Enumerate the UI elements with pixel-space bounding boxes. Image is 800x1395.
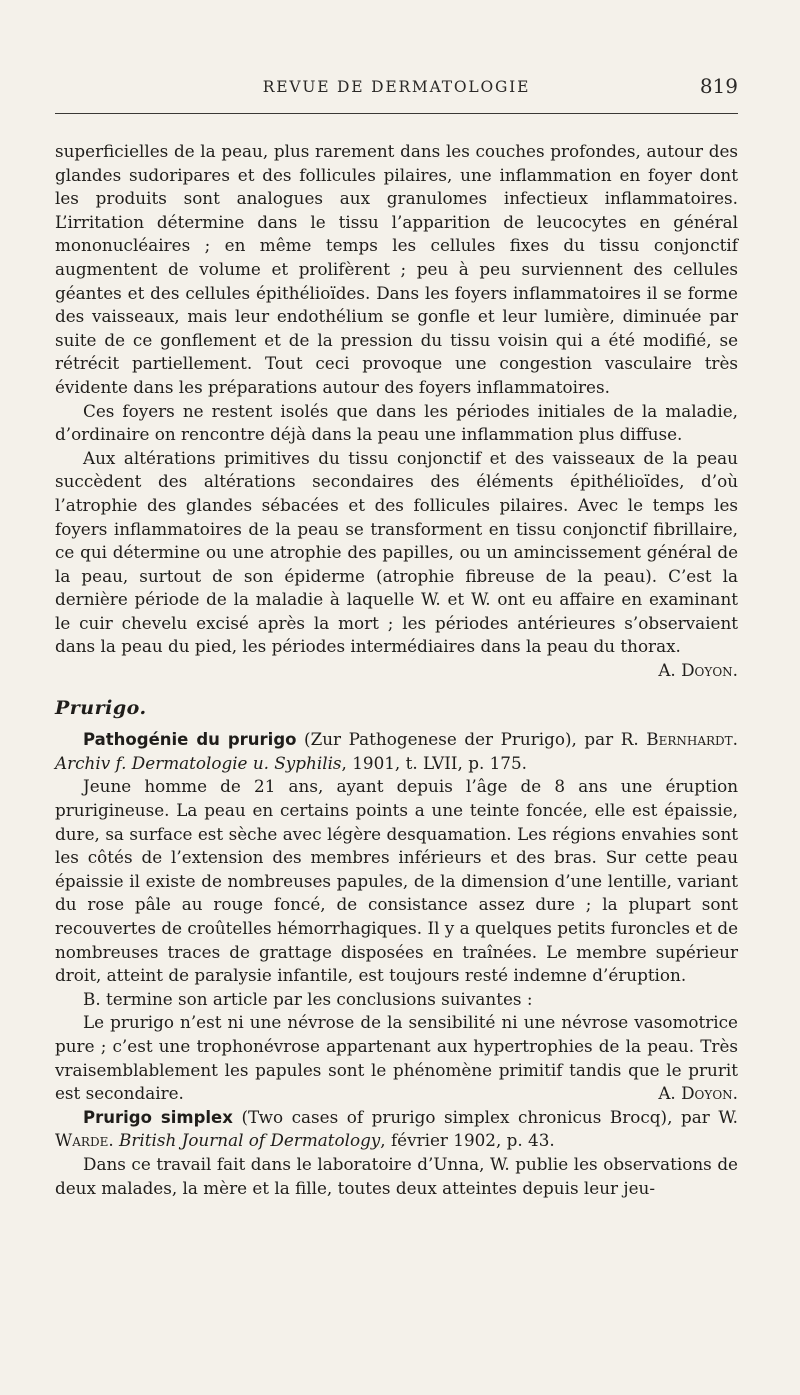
- paragraph-text: Aux altérations primitives du tissu conjonctif et des vaisseaux de la peau succèdent des altérations secondaires des éléments épithélioïdes, d’où l’atrophie des glandes sébacées et des follicules pilaires. Avec le temps les foyers inflammatoires de la peau se transforment en tissu conjonctif fibrillaire, ce qui détermine ou une atrophie des papilles, ou un amincissement général de la peau, surtout de son épiderme (atrophie fibreuse de la peau). C’est la dernière période de la maladie à laquelle W. et W. ont eu affaire en examinant le cuir chevelu excisé après la mort ; les périodes antérieures s’observaient dans la peau du pied, les périodes intermédiaires dans la peau du thorax.: [55, 447, 738, 657]
- paragraph: Ces foyers ne restent isolés que dans les périodes initiales de la maladie, d’ordinaire on rencontre déjà dans la peau une inflammation plus diffuse.: [55, 400, 738, 445]
- article-title-line: [55, 1106, 738, 1153]
- page-header: [55, 74, 738, 104]
- paragraph-with-signature: [55, 1011, 738, 1105]
- paragraph-text: Le prurigo n’est ni une névrose de la sensibilité ni une névrose vasomotrice pure ; c’est une trophonévrose appartenant aux hypertrophies de la peau. Très vraisemblablement les papules sont le phénomène primitif tandis que le prurit est secondaire.: [55, 1012, 738, 1104]
- article-title-line: [55, 728, 738, 775]
- article-title: Prurigo simplex: [83, 1107, 233, 1127]
- journal-prefix: .: [732, 729, 739, 750]
- journal-name: British Journal of Dermatology: [119, 1130, 381, 1151]
- article-author: Bernhardt: [646, 729, 733, 750]
- article-title: Pathogénie du prurigo: [83, 730, 297, 750]
- signature: A. Doyon.: [658, 660, 738, 681]
- page-number: 819: [699, 74, 738, 98]
- section-heading: Prurigo.: [55, 696, 147, 719]
- body-text: [55, 140, 738, 1200]
- paragraph: Dans ce travail fait dans le laboratoire d’Unna, W. publie les observations de deux malades, la mère et la fille, toutes deux atteintes depuis leur jeu-: [55, 1153, 738, 1198]
- signature: A. Doyon.: [658, 1083, 738, 1104]
- paragraph: B. termine son article par les conclusions suivantes :: [83, 988, 533, 1009]
- paragraph-continuation: superficielles de la peau, plus rarement dans les couches profondes, autour des glandes sudoripares et des follicules pilaires, une inflammation en foyer dont les produits sont analogues aux granulomes infectieux inflammatoires. L’irritation détermine dans le tissu l’apparition de leucocytes en général mononucléaires ; en même temps les cellules fixes du tissu conjonctif augmentent de volume et prolifèrent ; peu à peu surviennent des cellules géantes et des cellules épithélioïdes. Dans les foyers inflammatoires il se forme des vaisseaux, mais leur endothélium se gonfle et leur lumière, diminuée par suite de ce gonflement et de la pression du tissu voisin qui a été modifié, se rétrécit partiellement. Tout ceci provoque une congestion vasculaire très évidente dans les préparations autour des foyers inflammatoires.: [55, 141, 738, 397]
- article-author: Warde: [55, 1130, 109, 1151]
- journal-prefix: .: [108, 1130, 120, 1151]
- article-original-title: (Two cases of prurigo simplex chronicus Brocq), par W.: [232, 1106, 738, 1127]
- citation: , février 1902, p. 43.: [380, 1130, 555, 1151]
- header-rule: [55, 113, 738, 114]
- paragraph-with-signature: [55, 447, 738, 683]
- running-title: REVUE DE DERMATOLOGIE: [262, 78, 531, 96]
- paragraph: Jeune homme de 21 ans, ayant depuis l’âge de 8 ans une éruption prurigineuse. La peau en certains points a une teinte foncée, elle est épaissie, dure, sa surface est sèche avec légère desquamation. Les régions envahies sont les côtés de l’extension des membres inférieurs et des bras. Sur cette peau épaissie il existe de nombreuses papules, de la dimension d’une lentille, variant du rose pâle au rouge foncé, de consistance assez dure ; la plupart sont recouvertes de croûtelles hémorrhagiques. Il y a quelques petits furoncles et de nombreuses traces de grattage disposées en traînées. Le membre supérieur droit, atteint de paralysie infantile, est toujours resté indemne d’éruption.: [55, 776, 738, 986]
- article-original-title: (Zur Pathogenese der Prurigo), par R.: [296, 729, 647, 750]
- journal-name: Archiv f. Dermatologie u. Syphilis: [55, 752, 342, 773]
- citation: , 1901, t. LVII, p. 175.: [341, 752, 527, 773]
